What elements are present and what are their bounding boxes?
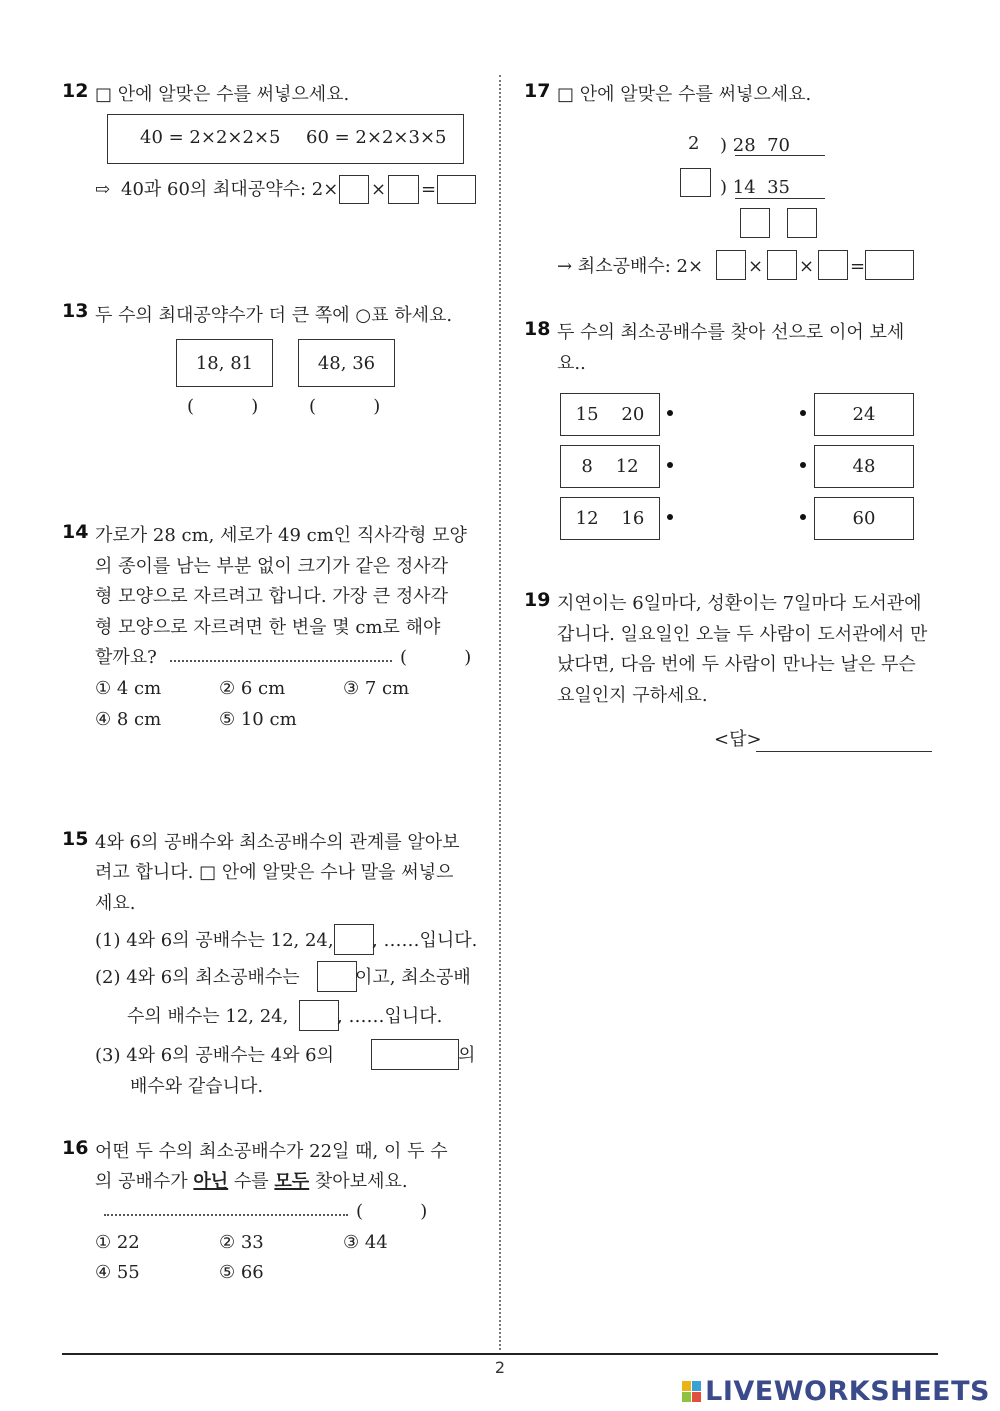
liveworksheets-logo xyxy=(682,1376,990,1407)
page-number: 2 xyxy=(494,1358,506,1377)
q15-part1-answer-box[interactable] xyxy=(334,924,374,955)
logo-square-blue xyxy=(692,1381,701,1391)
q17-lcm-box-3[interactable] xyxy=(818,250,848,280)
q12-arrow-icon: ⇨ xyxy=(95,179,111,200)
q13-answer-paren-2[interactable]: ( ) xyxy=(309,396,381,417)
q18-left-dot-2[interactable] xyxy=(667,462,673,468)
q16-dotted-leader xyxy=(104,1214,348,1216)
footer-rule xyxy=(62,1353,938,1355)
q18-prompt-line-1: 두 수의 최소공배수를 찾아 선으로 이어 보세 xyxy=(557,322,905,343)
q13-pair-box-2 xyxy=(298,339,395,387)
q16-text-line-1: 어떤 두 수의 최소공배수가 22일 때, 이 두 수 xyxy=(95,1141,448,1162)
q16-choice-3[interactable]: ③ 44 xyxy=(343,1232,388,1253)
q18-left-value-3: 12 16 xyxy=(575,508,645,529)
q15-part3-suffix: 의 xyxy=(458,1045,476,1066)
q16-emphasis-all: 모두 xyxy=(274,1171,310,1192)
q18-right-box-2 xyxy=(814,445,914,488)
q13-pair-1: 18, 81 xyxy=(195,352,254,374)
q16-text-segment-a: 의 공배수가 xyxy=(95,1171,194,1192)
q13-pair-2: 48, 36 xyxy=(317,352,376,374)
q15-part3b-text: 배수와 같습니다. xyxy=(130,1076,264,1097)
q17-division-line-2 xyxy=(735,198,825,199)
q18-left-box-1 xyxy=(560,393,660,436)
q15-part2b-suffix: , ……입니다. xyxy=(337,1006,443,1027)
q18-left-box-3 xyxy=(560,497,660,540)
q16-choice-2[interactable]: ② 33 xyxy=(219,1232,264,1253)
q18-right-dot-2[interactable] xyxy=(800,462,806,468)
question-number-13: 13 xyxy=(62,300,89,322)
q15-text-line-3: 세요. xyxy=(95,893,136,914)
q19-text-line-4: 요일인지 구하세요. xyxy=(557,685,708,706)
q19-answer-label: <답> xyxy=(714,729,762,750)
q12-fact-40: 40 = 2×2×2×5 xyxy=(140,127,281,148)
q16-choice-5[interactable]: ⑤ 66 xyxy=(219,1262,264,1283)
q16-answer-paren[interactable]: ( ) xyxy=(356,1201,428,1222)
q18-right-box-3 xyxy=(814,497,914,540)
q18-right-value-3: 60 xyxy=(852,508,876,529)
q15-part1-suffix: , ……입니다. xyxy=(372,930,478,951)
q15-text-line-2: 려고 합니다. □ 안에 알맞은 수나 말을 써넣으 xyxy=(95,862,454,883)
q14-choice-3[interactable]: ③ 7 cm xyxy=(343,678,410,699)
q15-part1-prefix: (1) 4와 6의 공배수는 12, 24, xyxy=(95,930,334,951)
question-number-18: 18 xyxy=(524,318,551,340)
question-number-16: 16 xyxy=(62,1137,89,1159)
q18-left-value-1: 15 20 xyxy=(575,404,645,425)
q17-division-row-2: ) 14 35 xyxy=(720,177,790,198)
q18-left-box-2 xyxy=(560,445,660,488)
q13-prompt: 두 수의 최대공약수가 더 큰 쪽에 ○표 하세요. xyxy=(95,305,453,326)
q14-text-line-2: 의 종이를 남는 부분 없이 크기가 같은 정사각 xyxy=(95,556,449,577)
q17-quotient-box-1[interactable] xyxy=(740,208,770,238)
q14-text-line-3: 형 모양으로 자르려고 합니다. 가장 큰 정사각 xyxy=(95,586,449,607)
q17-lcm-box-1[interactable] xyxy=(716,250,746,280)
q12-prompt: □ 안에 알맞은 수를 써넣으세요. xyxy=(95,84,350,105)
logo-square-yellow xyxy=(682,1381,691,1391)
q14-choice-2[interactable]: ② 6 cm xyxy=(219,678,286,699)
q16-text-segment-c: 수를 xyxy=(228,1171,275,1192)
q14-answer-paren[interactable]: ( ) xyxy=(400,647,472,668)
q18-prompt-line-2: 요.. xyxy=(557,353,586,374)
q15-part2b-prefix: 수의 배수는 12, 24, xyxy=(127,1006,289,1027)
q19-text-line-3: 났다면, 다음 번에 두 사람이 만나는 날은 무슨 xyxy=(557,654,916,675)
question-number-19: 19 xyxy=(524,589,551,611)
q14-dotted-leader xyxy=(170,660,392,662)
q17-lcm-result-box[interactable] xyxy=(865,250,914,280)
q15-part2-answer-box-2[interactable] xyxy=(299,1000,339,1031)
question-number-14: 14 xyxy=(62,521,89,543)
q18-right-dot-1[interactable] xyxy=(800,410,806,416)
q16-emphasis-not: 아닌 xyxy=(193,1171,229,1192)
q12-gcd-label: 40과 60의 최대공약수: 2× xyxy=(121,179,339,200)
q12-answer-box-1[interactable] xyxy=(339,175,369,204)
q18-right-box-1 xyxy=(814,393,914,436)
q17-divisor-1: 2 xyxy=(688,133,700,154)
q17-lcm-label: → 최소공배수: 2× xyxy=(557,256,704,277)
q15-part2-prefix: (2) 4와 6의 최소공배수는 xyxy=(95,967,300,988)
q16-text-segment-e: 찾아보세요. xyxy=(309,1171,408,1192)
q17-division-line-1 xyxy=(735,155,825,156)
q12-times-sign: × xyxy=(371,179,387,200)
q18-right-value-2: 48 xyxy=(852,456,876,477)
q16-choice-4[interactable]: ④ 55 xyxy=(95,1262,140,1283)
question-number-12: 12 xyxy=(62,80,89,102)
q18-right-dot-3[interactable] xyxy=(800,514,806,520)
q17-quotient-box-2[interactable] xyxy=(787,208,817,238)
q17-divisor-answer-box[interactable] xyxy=(680,168,711,197)
q19-text-line-2: 갑니다. 일요일인 오늘 두 사람이 도서관에서 만 xyxy=(557,624,928,645)
q14-text-line-1: 가로가 28 cm, 세로가 49 cm인 직사각형 모양 xyxy=(95,525,467,546)
q17-division-row-1: ) 28 70 xyxy=(720,135,790,156)
q13-answer-paren-1[interactable]: ( ) xyxy=(187,396,259,417)
logo-square-red xyxy=(692,1392,701,1402)
q12-answer-box-2[interactable] xyxy=(388,175,419,204)
q18-right-value-1: 24 xyxy=(852,404,876,425)
question-number-17: 17 xyxy=(524,80,551,102)
q14-text-line-5: 할까요? xyxy=(95,647,157,668)
q12-fact-60: 60 = 2×2×3×5 xyxy=(306,127,447,148)
q16-choice-1[interactable]: ① 22 xyxy=(95,1232,140,1253)
q14-choice-4[interactable]: ④ 8 cm xyxy=(95,709,162,730)
q12-answer-box-3[interactable] xyxy=(437,175,476,204)
q15-text-line-1: 4와 6의 공배수와 최소공배수의 관계를 알아보 xyxy=(95,832,460,853)
q18-left-value-2: 8 12 xyxy=(581,456,639,477)
q12-equals-sign: = xyxy=(421,179,437,200)
q14-choice-1[interactable]: ① 4 cm xyxy=(95,678,162,699)
q17-equals-sign: = xyxy=(850,256,866,277)
q18-left-dot-3[interactable] xyxy=(667,514,673,520)
liveworksheets-logo-icon xyxy=(682,1381,701,1402)
q19-text-line-1: 지연이는 6일마다, 성환이는 7일마다 도서관에 xyxy=(557,593,922,614)
q19-answer-line[interactable] xyxy=(756,751,932,752)
q16-text-line-2 xyxy=(95,1167,408,1197)
liveworksheets-logo-text: LIVEWORKSHEETS xyxy=(705,1376,990,1407)
q17-times-sign-1: × xyxy=(748,256,764,277)
q13-pair-box-1 xyxy=(176,339,273,387)
q15-part3-answer-box[interactable] xyxy=(371,1039,459,1070)
q14-choice-5[interactable]: ⑤ 10 cm xyxy=(219,709,297,730)
question-number-15: 15 xyxy=(62,828,89,850)
q14-text-line-4: 형 모양으로 자르려면 한 변을 몇 cm로 해야 xyxy=(95,617,441,638)
q18-left-dot-1[interactable] xyxy=(667,410,673,416)
logo-square-green xyxy=(682,1392,691,1402)
column-divider xyxy=(499,75,501,1350)
q17-prompt: □ 안에 알맞은 수를 써넣으세요. xyxy=(557,84,812,105)
q17-times-sign-2: × xyxy=(799,256,815,277)
q15-part2-suffix: 이고, 최소공배 xyxy=(355,967,471,988)
q15-part2-answer-box-1[interactable] xyxy=(317,961,357,992)
q17-lcm-box-2[interactable] xyxy=(767,250,797,280)
q12-factorization-box xyxy=(107,114,464,164)
q15-part3-prefix: (3) 4와 6의 공배수는 4와 6의 xyxy=(95,1045,335,1066)
